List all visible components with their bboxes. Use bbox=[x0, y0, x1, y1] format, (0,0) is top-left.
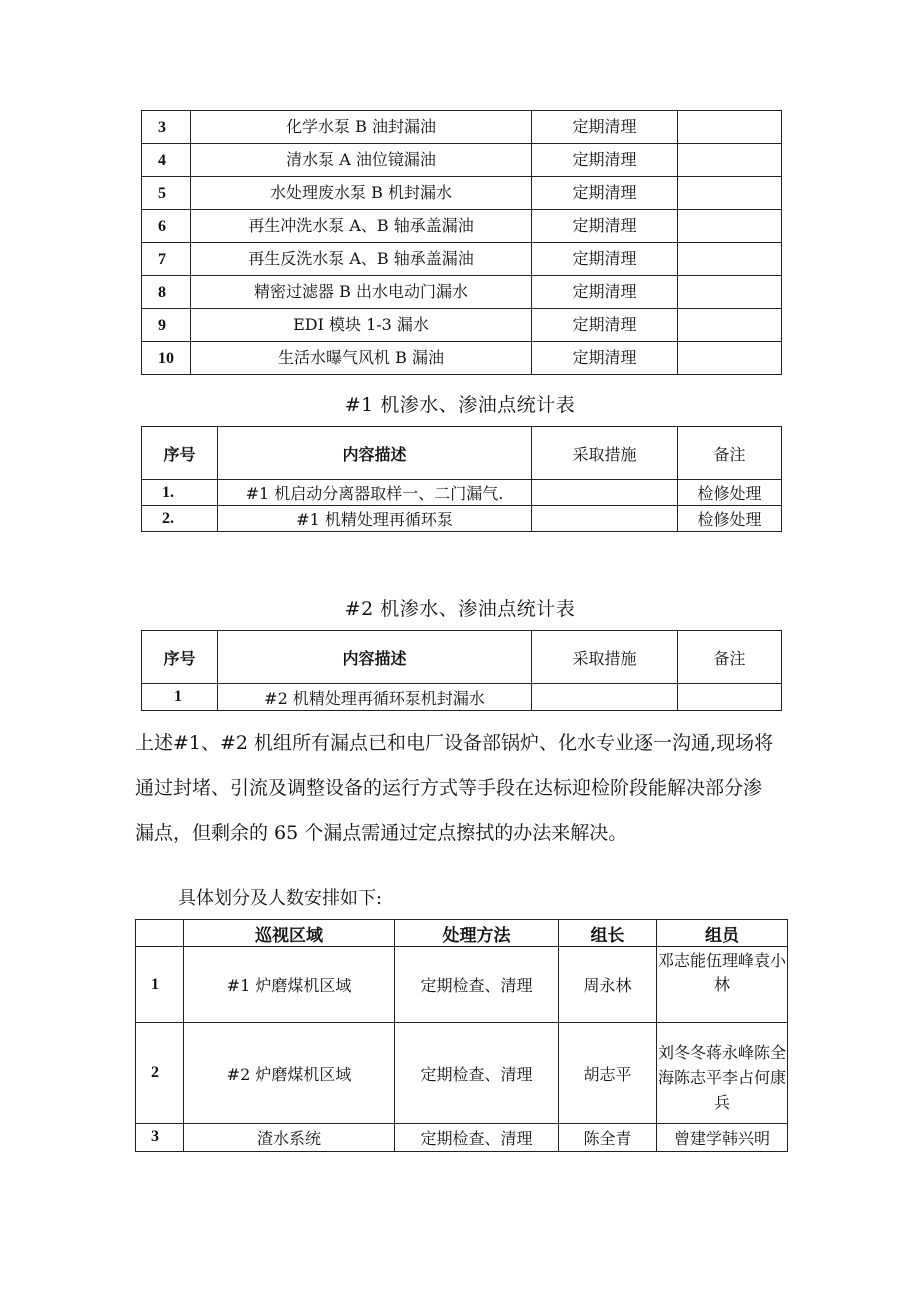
row-note bbox=[678, 210, 782, 243]
row-item: 清水泵 A 油位镜漏油 bbox=[191, 144, 532, 177]
header-leader: 组长 bbox=[559, 920, 657, 947]
header-members: 组员 bbox=[657, 920, 788, 947]
row-number: 4 bbox=[142, 144, 191, 177]
row-measure: 定期清理 bbox=[532, 276, 678, 309]
row-desc: #2 机精处理再循环泵机封漏水 bbox=[218, 684, 532, 711]
unit1-table-title: #1 机渗水、渗油点统计表 bbox=[344, 394, 576, 416]
table-row bbox=[136, 1124, 788, 1152]
row-number: 2 bbox=[136, 1023, 184, 1124]
unit2-table-title: #2 机渗水、渗油点统计表 bbox=[344, 598, 576, 620]
row-item: 再生冲洗水泵 A、B 轴承盖漏油 bbox=[191, 210, 532, 243]
row-method: 定期检查、清理 bbox=[395, 947, 559, 1023]
leak-table-chemical-water bbox=[141, 110, 782, 375]
summary-paragraph: 上述#1、#2 机组所有漏点已和电厂设备部锅炉、化水专业逐一沟通,现场将通过封堵、引流及调整设备的运行方式等手段在达标迎检阶段能解决部分渗漏点，但剩余的 65 个漏点需通过定点擦拭的办法来解决。 bbox=[135, 732, 774, 844]
table-row bbox=[142, 309, 782, 342]
arrangement-subheading: 具体划分及人数安排如下: bbox=[178, 888, 383, 909]
row-number: 9 bbox=[142, 309, 191, 342]
row-measure: 定期清理 bbox=[532, 144, 678, 177]
header-no: 序号 bbox=[142, 631, 218, 684]
row-number: 3 bbox=[136, 1124, 184, 1152]
row-note: 检修处理 bbox=[678, 480, 782, 506]
row-note bbox=[678, 243, 782, 276]
row-method: 定期检查、清理 bbox=[395, 1023, 559, 1124]
unit1-leak-table bbox=[141, 426, 782, 532]
header-measure: 采取措施 bbox=[532, 631, 678, 684]
row-members: 刘冬冬蒋永峰陈全海陈志平李占何康兵 bbox=[657, 1023, 788, 1124]
row-number: 1 bbox=[136, 947, 184, 1023]
table-row bbox=[142, 342, 782, 375]
header-note: 备注 bbox=[678, 427, 782, 480]
row-measure: 定期清理 bbox=[532, 342, 678, 375]
table-row bbox=[142, 480, 782, 506]
unit2-leak-table bbox=[141, 630, 782, 711]
table-row bbox=[142, 111, 782, 144]
row-note bbox=[678, 276, 782, 309]
row-measure: 定期清理 bbox=[532, 111, 678, 144]
table-row bbox=[142, 144, 782, 177]
row-leader: 胡志平 bbox=[559, 1023, 657, 1124]
row-number: 8 bbox=[142, 276, 191, 309]
row-number: 1. bbox=[142, 480, 218, 506]
row-item: 生活水曝气风机 B 漏油 bbox=[191, 342, 532, 375]
row-leader: 陈全青 bbox=[559, 1124, 657, 1152]
row-number: 7 bbox=[142, 243, 191, 276]
table-row bbox=[136, 1023, 788, 1124]
row-note bbox=[678, 309, 782, 342]
row-measure: 定期清理 bbox=[532, 210, 678, 243]
row-number: 10 bbox=[142, 342, 191, 375]
row-number: 5 bbox=[142, 177, 191, 210]
row-item: 再生反洗水泵 A、B 轴承盖漏油 bbox=[191, 243, 532, 276]
row-note bbox=[678, 111, 782, 144]
row-measure: 定期清理 bbox=[532, 243, 678, 276]
row-measure bbox=[532, 506, 678, 532]
header-method: 处理方法 bbox=[395, 920, 559, 947]
staffing-table bbox=[135, 919, 788, 1152]
header-no bbox=[136, 920, 184, 947]
row-leader: 周永林 bbox=[559, 947, 657, 1023]
row-measure bbox=[532, 684, 678, 711]
row-number: 2. bbox=[142, 506, 218, 532]
header-desc: 内容描述 bbox=[218, 427, 532, 480]
row-number: 1 bbox=[142, 684, 218, 711]
row-item: EDI 模块 1-3 漏水 bbox=[191, 309, 532, 342]
header-desc: 内容描述 bbox=[218, 631, 532, 684]
table-row bbox=[136, 947, 788, 1023]
header-no: 序号 bbox=[142, 427, 218, 480]
row-note bbox=[678, 684, 782, 711]
row-note bbox=[678, 342, 782, 375]
row-measure bbox=[532, 480, 678, 506]
header-measure: 采取措施 bbox=[532, 427, 678, 480]
row-note bbox=[678, 177, 782, 210]
table-row bbox=[142, 210, 782, 243]
table-row bbox=[142, 177, 782, 210]
row-members: 邓志能伍理峰袁小林 bbox=[657, 947, 788, 1023]
row-method: 定期检查、清理 bbox=[395, 1124, 559, 1152]
table-row bbox=[142, 684, 782, 711]
row-note bbox=[678, 144, 782, 177]
row-number: 3 bbox=[142, 111, 191, 144]
table-row bbox=[142, 243, 782, 276]
row-item: 化学水泵 B 油封漏油 bbox=[191, 111, 532, 144]
row-area: #1 炉磨煤机区域 bbox=[184, 947, 395, 1023]
row-item: 水处理废水泵 B 机封漏水 bbox=[191, 177, 532, 210]
row-desc: #1 机精处理再循环泵 bbox=[218, 506, 532, 532]
table-row bbox=[142, 506, 782, 532]
row-area: #2 炉磨煤机区域 bbox=[184, 1023, 395, 1124]
header-area: 巡视区域 bbox=[184, 920, 395, 947]
row-measure: 定期清理 bbox=[532, 309, 678, 342]
row-measure: 定期清理 bbox=[532, 177, 678, 210]
row-number: 6 bbox=[142, 210, 191, 243]
header-note: 备注 bbox=[678, 631, 782, 684]
row-note: 检修处理 bbox=[678, 506, 782, 532]
row-area: 渣水系统 bbox=[184, 1124, 395, 1152]
table-row bbox=[142, 276, 782, 309]
row-members: 曾建学韩兴明 bbox=[657, 1124, 788, 1152]
row-desc: #1 机启动分离器取样一、二门漏气. bbox=[218, 480, 532, 506]
row-item: 精密过滤器 B 出水电动门漏水 bbox=[191, 276, 532, 309]
